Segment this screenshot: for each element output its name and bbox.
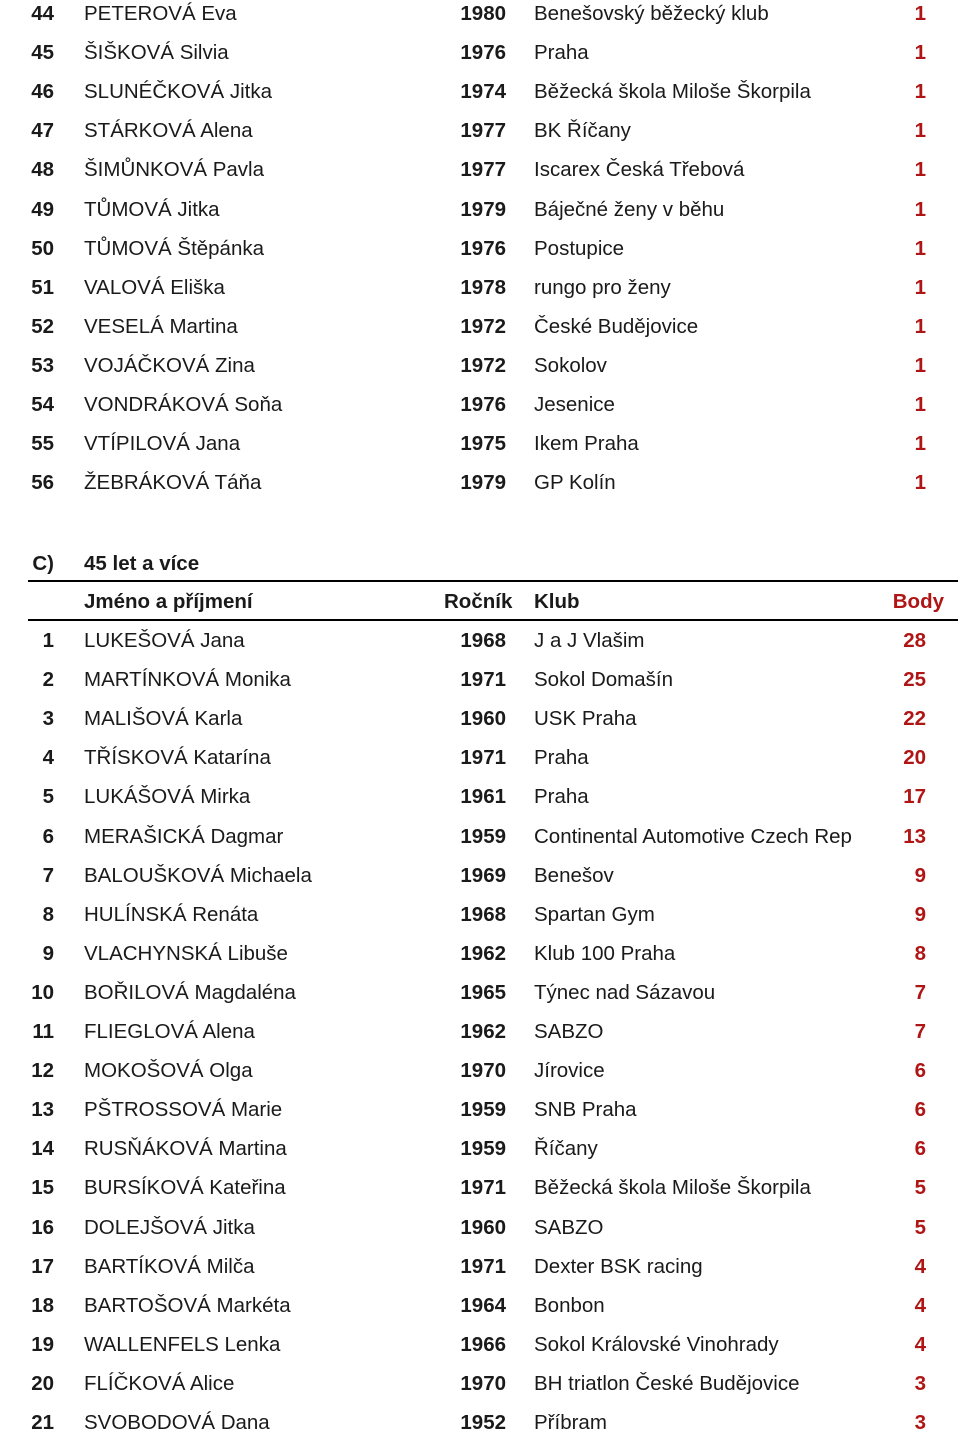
year-cell: 1972	[460, 314, 506, 338]
table-row	[0, 1292, 960, 1331]
name-cell: BURSÍKOVÁ Kateřina	[84, 1176, 286, 1200]
name-cell: ŠIŠKOVÁ Silvia	[84, 41, 229, 65]
club-cell: Benešov	[534, 863, 614, 887]
table-row	[0, 1253, 960, 1292]
table-row	[0, 313, 960, 352]
table-row	[0, 666, 960, 705]
year-cell: 1976	[460, 236, 506, 260]
points-cell: 1	[914, 41, 926, 65]
year-cell: 1978	[460, 275, 506, 299]
rank-cell: 19	[31, 1332, 54, 1356]
year-cell: 1960	[460, 707, 506, 731]
points-cell: 28	[903, 629, 926, 652]
name-cell: TŘÍSKOVÁ Katarína	[84, 746, 271, 770]
club-cell: Iscarex Česká Třebová	[534, 158, 745, 182]
points-cell: 1	[914, 432, 926, 456]
year-cell: 1960	[460, 1215, 506, 1239]
year-cell: 1979	[460, 197, 506, 221]
year-cell: 1970	[460, 1371, 506, 1395]
year-cell: 1971	[460, 746, 506, 770]
name-cell: MARTÍNKOVÁ Monika	[84, 668, 291, 692]
rank-cell: 21	[31, 1411, 54, 1434]
year-cell: 1968	[460, 629, 506, 652]
club-cell: Praha	[534, 746, 589, 770]
rank-cell: 52	[31, 314, 54, 338]
points-cell: 7	[914, 980, 926, 1004]
category-heading	[0, 550, 960, 580]
name-cell: VALOVÁ Eliška	[84, 275, 225, 299]
name-cell: MERAŠICKÁ Dagmar	[84, 824, 284, 848]
points-cell: 6	[914, 1137, 926, 1161]
club-cell: Postupice	[534, 236, 625, 260]
rank-cell: 48	[31, 158, 54, 182]
table-row	[0, 1214, 960, 1253]
table-row	[0, 117, 960, 156]
rank-cell: 1	[42, 629, 54, 652]
name-cell: TŮMOVÁ Štěpánka	[84, 236, 265, 260]
table-row	[0, 352, 960, 391]
club-cell: USK Praha	[534, 707, 637, 731]
year-cell: 1969	[460, 863, 506, 887]
club-cell: SABZO	[534, 1215, 604, 1239]
header-bottom-rule	[28, 619, 958, 621]
points-cell: 4	[914, 1254, 926, 1278]
name-cell: SVOBODOVÁ Dana	[84, 1411, 270, 1434]
table-row	[0, 705, 960, 744]
club-cell: Praha	[534, 41, 589, 65]
club-cell: Benešovský běžecký klub	[534, 2, 769, 25]
table-row	[0, 196, 960, 235]
points-cell: 5	[914, 1176, 926, 1200]
rank-cell: 2	[42, 668, 54, 692]
points-cell: 13	[903, 824, 926, 848]
points-cell: 1	[914, 314, 926, 338]
club-cell: Říčany	[534, 1137, 598, 1161]
club-cell: České Budějovice	[534, 314, 699, 338]
points-cell: 1	[914, 275, 926, 299]
rank-cell: 9	[42, 941, 54, 965]
points-cell: 9	[914, 902, 926, 926]
name-cell: VTÍPILOVÁ Jana	[84, 432, 241, 456]
name-cell: LUKEŠOVÁ Jana	[84, 629, 245, 652]
rank-cell: 47	[31, 119, 54, 143]
club-cell: Klub 100 Praha	[534, 941, 676, 965]
name-cell: FLIEGLOVÁ Alena	[84, 1020, 255, 1043]
table-header	[0, 588, 960, 618]
table-row	[0, 901, 960, 940]
rank-cell: 11	[32, 1020, 54, 1043]
year-cell: 1959	[460, 1098, 506, 1122]
table-row	[0, 823, 960, 862]
table-row	[0, 1135, 960, 1174]
points-cell: 1	[914, 353, 926, 377]
year-cell: 1971	[460, 668, 506, 692]
name-cell: HULÍNSKÁ Renáta	[84, 902, 259, 926]
club-cell: Běžecká škola Miloše Škorpila	[534, 80, 811, 104]
name-cell: BARTOŠOVÁ Markéta	[84, 1293, 291, 1317]
name-cell: BALOUŠKOVÁ Michaela	[84, 863, 312, 887]
year-cell: 1959	[460, 1137, 506, 1161]
name-cell: VLACHYNSKÁ Libuše	[84, 941, 288, 965]
points-cell: 1	[914, 119, 926, 143]
table-row	[0, 1174, 960, 1213]
table-row	[0, 783, 960, 822]
club-cell: rungo pro ženy	[534, 275, 671, 299]
club-cell: Continental Automotive Czech Rep	[534, 824, 852, 848]
year-cell: 1970	[460, 1059, 506, 1083]
club-cell: Sokolov	[534, 353, 607, 377]
name-cell: STÁRKOVÁ Alena	[84, 119, 253, 143]
year-cell: 1975	[460, 432, 506, 456]
points-cell: 1	[914, 80, 926, 104]
table-row	[0, 78, 960, 117]
rank-cell: 16	[31, 1215, 54, 1239]
name-cell: MOKOŠOVÁ Olga	[84, 1059, 253, 1083]
table-row	[0, 430, 960, 469]
year-cell: 1971	[460, 1254, 506, 1278]
club-cell: SABZO	[534, 1020, 604, 1043]
rank-cell: 5	[42, 785, 54, 809]
name-cell: VOJÁČKOVÁ Zina	[84, 353, 255, 377]
table-row	[0, 0, 960, 39]
name-cell: VESELÁ Martina	[84, 314, 238, 338]
club-cell: J a J Vlašim	[534, 629, 645, 652]
points-cell: 1	[914, 197, 926, 221]
points-cell: 6	[914, 1098, 926, 1122]
table-row	[0, 391, 960, 430]
year-cell: 1961	[460, 785, 506, 809]
name-cell: DOLEJŠOVÁ Jitka	[84, 1215, 255, 1239]
table-row	[0, 744, 960, 783]
club-cell: Jesenice	[534, 393, 615, 416]
rank-cell: 12	[31, 1059, 54, 1083]
club-cell: Sokol Domašín	[534, 668, 674, 692]
points-cell: 1	[914, 236, 926, 260]
points-cell: 25	[903, 668, 926, 692]
name-cell: ŽEBRÁKOVÁ Táňa	[84, 471, 262, 495]
rank-cell: 45	[31, 41, 54, 65]
points-cell: 17	[903, 785, 926, 809]
club-cell: Jírovice	[534, 1059, 605, 1083]
year-cell: 1962	[460, 941, 506, 965]
year-cell: 1976	[460, 393, 506, 416]
rank-cell: 7	[42, 863, 54, 887]
year-cell: 1971	[460, 1176, 506, 1200]
points-cell: 9	[914, 863, 926, 887]
year-cell: 1979	[460, 471, 506, 495]
table-row	[0, 1096, 960, 1135]
points-cell: 22	[903, 707, 926, 731]
table-row	[0, 156, 960, 195]
year-cell: 1972	[460, 353, 506, 377]
table-row	[0, 274, 960, 313]
club-cell: Báječné ženy v běhu	[534, 197, 725, 221]
rank-cell: 53	[31, 353, 54, 377]
club-cell: GP Kolín	[534, 471, 616, 495]
rank-cell: 8	[42, 902, 54, 926]
club-cell: Ikem Praha	[534, 432, 639, 456]
rank-cell: 3	[42, 707, 54, 731]
points-cell: 6	[914, 1059, 926, 1083]
club-cell: BK Říčany	[534, 119, 631, 143]
points-cell: 1	[914, 158, 926, 182]
name-cell: BOŘILOVÁ Magdaléna	[84, 980, 296, 1004]
club-cell: SNB Praha	[534, 1098, 637, 1122]
points-cell: 4	[914, 1332, 926, 1356]
rank-cell: 46	[31, 80, 54, 104]
points-cell: 4	[914, 1293, 926, 1317]
header-top-rule	[28, 580, 958, 582]
year-cell: 1962	[460, 1020, 506, 1043]
year-cell: 1959	[460, 824, 506, 848]
rank-cell: 13	[31, 1098, 54, 1122]
rank-cell: 51	[31, 275, 54, 299]
table-row	[0, 627, 960, 666]
rank-cell: 49	[31, 197, 54, 221]
table-row	[0, 39, 960, 78]
category-label: C)	[32, 552, 54, 575]
year-cell: 1966	[460, 1332, 506, 1356]
points-cell: 7	[914, 1020, 926, 1043]
rank-cell: 50	[31, 236, 54, 260]
rank-cell: 54	[31, 393, 54, 416]
table-row	[0, 469, 960, 508]
year-cell: 1974	[460, 80, 506, 104]
year-cell: 1977	[460, 158, 506, 182]
rank-cell: 20	[31, 1371, 54, 1395]
year-cell: 1977	[460, 119, 506, 143]
points-cell: 1	[914, 2, 926, 25]
name-cell: PETEROVÁ Eva	[84, 2, 237, 25]
club-cell: Sokol Královské Vinohrady	[534, 1332, 779, 1356]
points-cell: 3	[914, 1411, 926, 1434]
name-cell: SLUNÉČKOVÁ Jitka	[84, 80, 272, 104]
table-row	[0, 1409, 960, 1448]
rank-cell: 10	[31, 980, 54, 1004]
rank-cell: 17	[31, 1254, 54, 1278]
name-cell: WALLENFELS Lenka	[84, 1332, 281, 1356]
club-cell: Běžecká škola Miloše Škorpila	[534, 1176, 811, 1200]
club-cell: BH triatlon České Budějovice	[534, 1371, 800, 1395]
rank-cell: 6	[42, 824, 54, 848]
points-cell: 8	[914, 941, 926, 965]
name-cell: LUKÁŠOVÁ Mirka	[84, 785, 251, 809]
rank-cell: 14	[31, 1137, 54, 1161]
header-club: Klub	[534, 590, 580, 613]
header-name: Jméno a příjmení	[84, 590, 253, 613]
points-cell: 20	[903, 746, 926, 770]
table-row	[0, 940, 960, 979]
club-cell: Spartan Gym	[534, 902, 655, 926]
year-cell: 1968	[460, 902, 506, 926]
name-cell: BARTÍKOVÁ Milča	[84, 1254, 255, 1278]
name-cell: MALIŠOVÁ Karla	[84, 707, 243, 731]
name-cell: TŮMOVÁ Jitka	[84, 197, 220, 221]
club-cell: Bonbon	[534, 1293, 605, 1317]
points-cell: 1	[914, 393, 926, 416]
category-title: 45 let a více	[84, 552, 200, 575]
club-cell: Praha	[534, 785, 589, 809]
points-cell: 3	[914, 1371, 926, 1395]
table-row	[0, 979, 960, 1018]
club-cell: Týnec nad Sázavou	[534, 980, 716, 1004]
name-cell: VONDRÁKOVÁ Soňa	[84, 393, 283, 416]
rank-cell: 55	[31, 432, 54, 456]
points-cell: 1	[914, 471, 926, 495]
table-row	[0, 862, 960, 901]
rank-cell: 15	[31, 1176, 54, 1200]
name-cell: ŠIMŮNKOVÁ Pavla	[84, 158, 264, 182]
year-cell: 1952	[460, 1411, 506, 1434]
table-row	[0, 235, 960, 274]
name-cell: PŠTROSSOVÁ Marie	[84, 1098, 283, 1122]
year-cell: 1964	[460, 1293, 506, 1317]
rank-cell: 4	[42, 746, 54, 770]
table-row	[0, 1018, 960, 1057]
table-row	[0, 1331, 960, 1370]
rank-cell: 56	[31, 471, 54, 495]
name-cell: FLÍČKOVÁ Alice	[84, 1371, 235, 1395]
table-row	[0, 1057, 960, 1096]
header-year: Ročník	[444, 590, 513, 613]
club-cell: Dexter BSK racing	[534, 1254, 703, 1278]
table-row	[0, 1370, 960, 1409]
year-cell: 1980	[460, 2, 506, 25]
points-cell: 5	[914, 1215, 926, 1239]
name-cell: RUSŇÁKOVÁ Martina	[84, 1137, 287, 1161]
club-cell: Příbram	[534, 1411, 607, 1434]
rank-cell: 18	[31, 1293, 54, 1317]
year-cell: 1965	[460, 980, 506, 1004]
rank-cell: 44	[31, 2, 54, 25]
year-cell: 1976	[460, 41, 506, 65]
header-points: Body	[892, 590, 944, 613]
